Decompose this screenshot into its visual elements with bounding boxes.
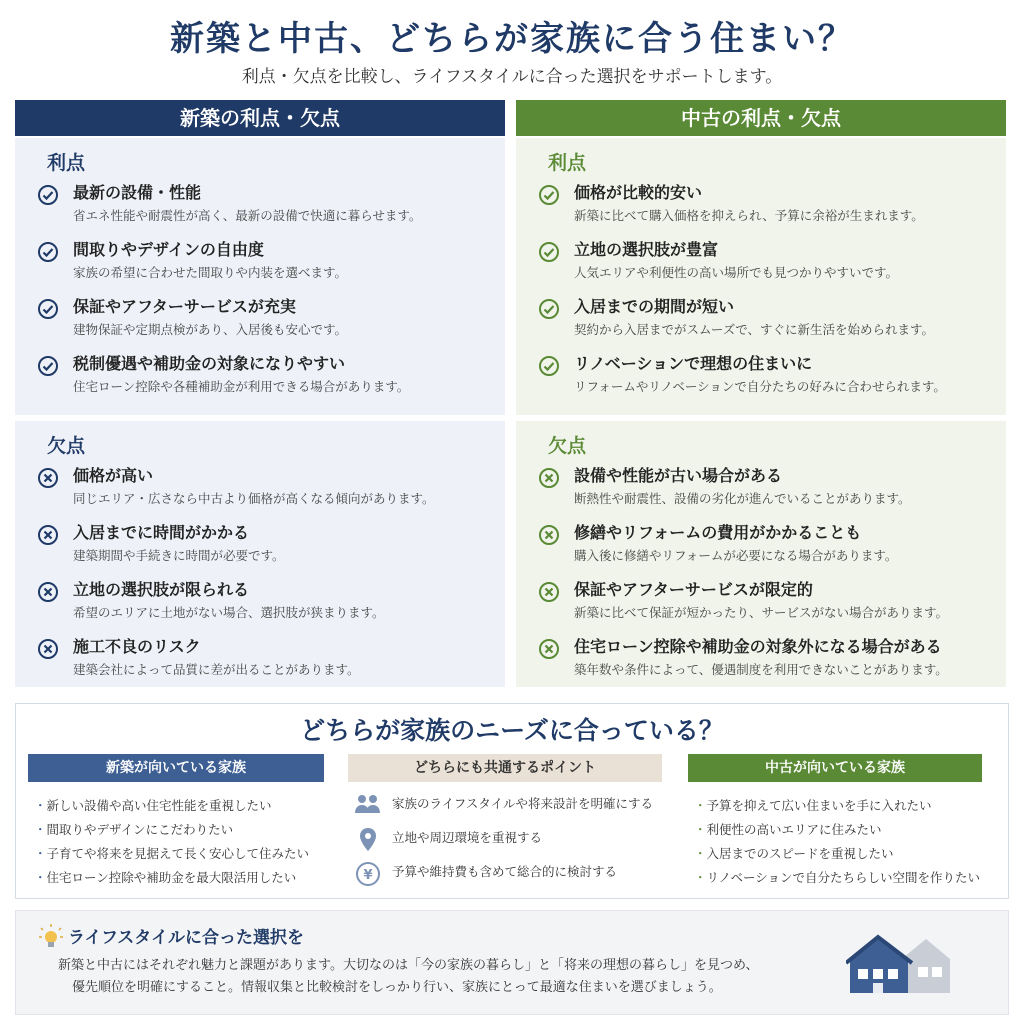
item-title: 間取りやデザインの自由度 bbox=[73, 240, 264, 259]
x-circle-icon bbox=[37, 467, 59, 489]
page-subtitle: 利点・欠点を比較し、ライフスタイルに合った選択をサポートします。 bbox=[241, 67, 783, 87]
item-desc: 人気エリアや利便性の高い場所でも見つかりやすいです。 bbox=[574, 265, 899, 280]
list-item bbox=[534, 296, 988, 353]
used-families bbox=[688, 754, 982, 890]
used-families-list bbox=[688, 794, 982, 890]
item-desc: 住宅ローン控除や各種補助金が利用できる場合があります。 bbox=[73, 379, 410, 394]
location-pin-icon bbox=[354, 827, 382, 853]
list-item: ・ 子育てや将来を見据えて長く安心して住みたい bbox=[34, 842, 324, 866]
svg-text:¥: ¥ bbox=[363, 868, 373, 883]
x-circle-icon bbox=[538, 524, 560, 546]
footer-box bbox=[15, 910, 1009, 1015]
list-item bbox=[534, 239, 988, 296]
footer-text bbox=[58, 955, 858, 999]
footer-line-1: 新築と中古にはそれぞれ魅力と課題があります。大切なのは「今の家族の暮らし」と「将来の理想の暮らし」を見つめ、 bbox=[58, 958, 759, 973]
footer-line-2: 優先順位を明確にすること。情報収集と比較検討をしっかり行い、家族にとって最適な住まいを選びましょう。 bbox=[72, 980, 722, 995]
list-item bbox=[33, 579, 487, 636]
item-desc: 建築期間や手続きに時間が必要です。 bbox=[73, 548, 285, 563]
item-desc: 断熱性や耐震性、設備の劣化が進んでいることがあります。 bbox=[574, 491, 911, 506]
check-circle-icon bbox=[37, 184, 59, 206]
item-title: 修繕やリフォームの費用がかかることも bbox=[574, 523, 862, 542]
item-title: 住宅ローン控除や補助金の対象外になる場合がある bbox=[574, 637, 942, 656]
check-circle-icon bbox=[538, 184, 560, 206]
needs-section bbox=[15, 703, 1009, 899]
yen-icon bbox=[354, 861, 382, 887]
common-point-text: 家族のライフスタイルや将来設計を明確にする bbox=[392, 796, 654, 811]
list-item bbox=[33, 465, 487, 522]
page-title: 新築と中古、どちらが家族に合う住まい？ bbox=[170, 19, 854, 59]
item-desc: 契約から入居までがスムーズで、すぐに新生活を始められます。 bbox=[574, 322, 935, 337]
item-desc: リフォームやリノベーションで自分たちの好みに合わせられます。 bbox=[574, 379, 946, 394]
check-circle-icon bbox=[538, 355, 560, 377]
item-title: 税制優遇や補助金の対象になりやすい bbox=[73, 354, 346, 373]
common-points-list bbox=[348, 792, 662, 894]
list-item bbox=[33, 182, 487, 239]
x-circle-icon bbox=[538, 581, 560, 603]
list-item bbox=[33, 636, 487, 693]
item-title: 保証やアフターサービスが充実 bbox=[73, 297, 296, 316]
new-build-families-list bbox=[28, 794, 324, 890]
footer-title: ライフスタイルに合った選択を bbox=[68, 928, 304, 948]
item-title: 保証やアフターサービスが限定的 bbox=[574, 580, 813, 599]
item-title: 立地の選択肢が豊富 bbox=[574, 240, 719, 259]
list-item bbox=[354, 860, 662, 894]
list-item: ・ リノベーションで自分たちらしい空間を作りたい bbox=[694, 866, 982, 890]
item-desc: 建物保証や定期点検があり、入居後も安心です。 bbox=[73, 322, 348, 337]
item-desc: 購入後に修繕やリフォームが必要になる場合があります。 bbox=[574, 548, 898, 563]
item-title: 最新の設備・性能 bbox=[73, 183, 202, 202]
item-desc: 家族の希望に合わせた間取りや内装を選べます。 bbox=[73, 265, 348, 280]
list-item bbox=[33, 353, 487, 410]
item-desc: 同じエリア・広さなら中古より価格が高くなる傾向があります。 bbox=[73, 491, 435, 506]
item-title: 価格が高い bbox=[73, 466, 154, 485]
used-pros-title: 利点 bbox=[548, 152, 587, 174]
light-bulb-icon bbox=[38, 923, 64, 951]
check-circle-icon bbox=[37, 355, 59, 377]
new-build-pros-panel bbox=[15, 138, 505, 415]
used-pros-panel bbox=[516, 138, 1006, 415]
item-desc: 新築に比べて購入価格を抑えられ、予算に余裕が生まれます。 bbox=[574, 208, 924, 223]
list-item: ・ 新しい設備や高い住宅性能を重視したい bbox=[34, 794, 324, 818]
list-item bbox=[354, 792, 662, 826]
x-circle-icon bbox=[538, 638, 560, 660]
item-desc: 新築に比べて保証が短かったり、サービスがない場合があります。 bbox=[574, 605, 949, 620]
new-build-cons-title: 欠点 bbox=[47, 435, 86, 457]
list-item: ・ 間取りやデザインにこだわりたい bbox=[34, 818, 324, 842]
common-points bbox=[348, 754, 662, 894]
item-title: 設備や性能が古い場合がある bbox=[574, 466, 783, 485]
new-build-pros-title: 利点 bbox=[47, 152, 86, 174]
new-build-cons-panel bbox=[15, 421, 505, 687]
common-points-head: どちらにも共通するポイント bbox=[348, 754, 662, 782]
house-icon bbox=[846, 931, 956, 995]
item-desc: 建築会社によって品質に差が出ることがあります。 bbox=[73, 662, 360, 677]
list-item: ・ 利便性の高いエリアに住みたい bbox=[694, 818, 982, 842]
new-build-header: 新築の利点・欠点 bbox=[15, 100, 505, 136]
item-desc: 省エネ性能や耐震性が高く、最新の設備で快適に暮らせます。 bbox=[73, 208, 422, 223]
item-desc: 築年数や条件によって、優遇制度を利用できないことがあります。 bbox=[574, 662, 948, 677]
item-title: 立地の選択肢が限られる bbox=[73, 580, 250, 599]
x-circle-icon bbox=[37, 524, 59, 546]
list-item bbox=[33, 296, 487, 353]
check-circle-icon bbox=[538, 298, 560, 320]
new-build-families bbox=[28, 754, 324, 890]
item-title: 価格が比較的安い bbox=[574, 183, 703, 202]
item-title: リノベーションで理想の住まいに bbox=[574, 354, 813, 373]
check-circle-icon bbox=[37, 241, 59, 263]
list-item: ・ 予算を抑えて広い住まいを手に入れたい bbox=[694, 794, 982, 818]
common-point-text: 立地や周辺環境を重視する bbox=[392, 830, 543, 845]
family-icon bbox=[354, 793, 382, 815]
common-point-text: 予算や維持費も含めて総合的に検討する bbox=[392, 864, 618, 879]
list-item bbox=[534, 636, 988, 693]
x-circle-icon bbox=[538, 467, 560, 489]
list-item bbox=[33, 522, 487, 579]
item-title: 入居までに時間がかかる bbox=[73, 523, 250, 542]
needs-title: どちらが家族のニーズに合っている？ bbox=[300, 716, 724, 745]
list-item: ・ 入居までのスピードを重視したい bbox=[694, 842, 982, 866]
list-item bbox=[534, 579, 988, 636]
list-item bbox=[33, 239, 487, 296]
list-item bbox=[534, 353, 988, 410]
item-desc: 希望のエリアに土地がない場合、選択肢が狭まります。 bbox=[73, 605, 385, 620]
x-circle-icon bbox=[37, 581, 59, 603]
used-cons-panel bbox=[516, 421, 1006, 687]
x-circle-icon bbox=[37, 638, 59, 660]
used-families-head: 中古が向いている家族 bbox=[688, 754, 982, 782]
check-circle-icon bbox=[538, 241, 560, 263]
used-header: 中古の利点・欠点 bbox=[516, 100, 1006, 136]
list-item bbox=[534, 465, 988, 522]
page-header bbox=[0, 14, 1024, 88]
item-title: 入居までの期間が短い bbox=[574, 297, 735, 316]
used-cons-title: 欠点 bbox=[548, 435, 587, 457]
list-item: ・ 住宅ローン控除や補助金を最大限活用したい bbox=[34, 866, 324, 890]
new-build-families-head: 新築が向いている家族 bbox=[28, 754, 324, 782]
list-item bbox=[354, 826, 662, 860]
list-item bbox=[534, 522, 988, 579]
list-item bbox=[534, 182, 988, 239]
check-circle-icon bbox=[37, 298, 59, 320]
item-title: 施工不良のリスク bbox=[73, 637, 201, 656]
